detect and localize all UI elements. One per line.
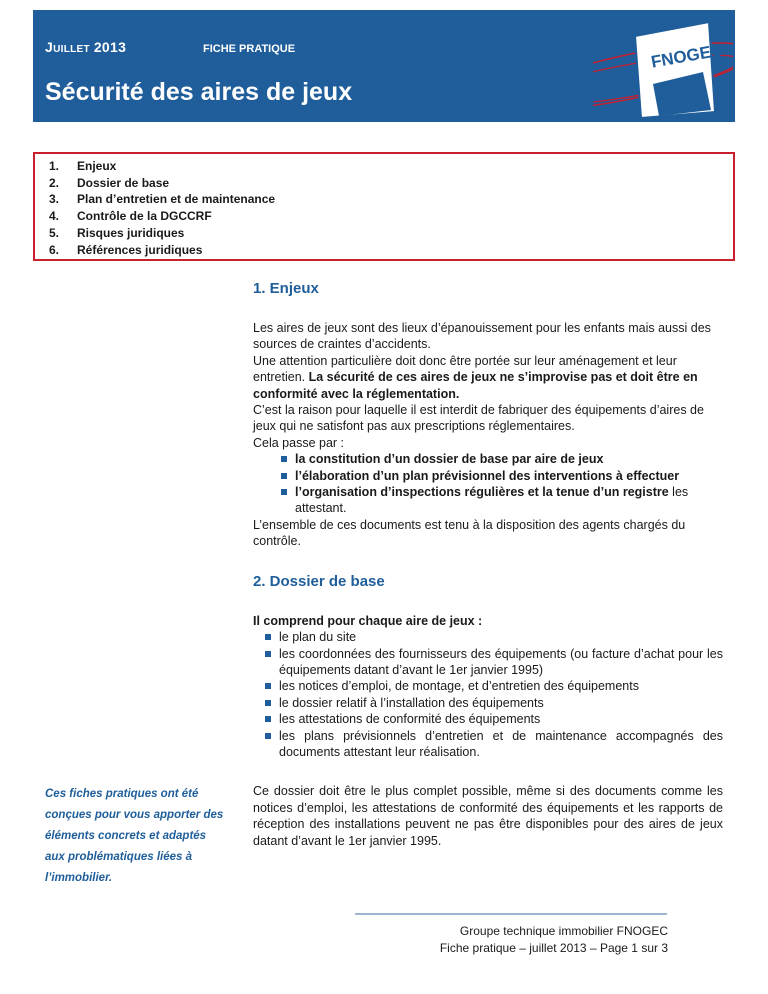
list-item: l’élaboration d’un plan prévisionnel des interventions à effectuer [281, 468, 723, 484]
toc-item[interactable]: 3. Plan d’entretien et de maintenance [49, 192, 276, 207]
header-date: JUILLET 2013 [45, 39, 127, 55]
footer-divider [355, 913, 667, 915]
toc-item[interactable]: 4. Contrôle de la DGCCRF [49, 209, 212, 224]
bullet-list [281, 451, 723, 517]
paragraph: L’ensemble de ces documents est tenu à la disposition des agents chargés du contrôle. [253, 517, 686, 549]
toc-item[interactable]: 5. Risques juridiques [49, 225, 185, 240]
page-title: Sécurité des aires de jeux [45, 78, 353, 106]
sidebar-note: Ces fiches pratiques ont été conçues pour vous apporter des éléments concrets et adaptés aux problématiques liées à l’immobilier. [45, 788, 224, 884]
list-item: les coordonnées des fournisseurs des équipements (ou facture d’achat pour les équipements datant d’avant le 1er janvier 1995) [265, 646, 723, 679]
list-item: le dossier relatif à l’installation des équipements [265, 695, 723, 711]
page-header [33, 10, 735, 122]
toc-item[interactable]: 1. Enjeux [49, 159, 117, 173]
paragraph: Les aires de jeux sont des lieux d’épanouissement pour les enfants mais aussi des sources de craintes d’accidents. [253, 321, 711, 352]
footer-line: Fiche pratique – juillet 2013 – Page 1 sur 3 [439, 941, 668, 955]
toc-item[interactable]: 2. Dossier de base [49, 175, 170, 190]
table-of-contents [33, 152, 735, 261]
page-footer [440, 923, 668, 957]
svg-text:FNOGEC: FNOGEC [649, 40, 725, 72]
paragraph: Une attention particulière doit donc être portée sur leur aménagement et leur entretien. La sécurité de ces aires de jeux ne s’improvise pas et doit être en conformité avec la réglementation. [253, 353, 698, 401]
section-heading-dossier: 2. Dossier de base [253, 572, 385, 590]
toc-item[interactable]: 6. Références juridiques [49, 242, 203, 257]
list-item: le plan du site [265, 629, 723, 645]
section-heading-enjeux: 1. Enjeux [253, 280, 319, 297]
header-doc-type: FICHE PRATIQUE [203, 43, 296, 55]
list-item: les notices d’emploi, de montage, et d’entretien des équipements [265, 678, 723, 694]
paragraph: Il comprend pour chaque aire de jeux : [253, 613, 483, 628]
paragraph: Cela passe par : [253, 435, 345, 450]
fnogec-logo [593, 14, 733, 120]
paragraph: C’est la raison pour laquelle il est interdit de fabriquer des équipements d’aires de jeux qui ne satisfont pas aux prescriptions réglementaires. [253, 403, 704, 434]
paragraph: Ce dossier doit être le plus complet possible, même si des documents comme les notices d’emploi, les attestations de conformité des équipements et les rapports de réception des installations peuvent ne pas être disponibles pour des aires de jeux datant d’avant le 1er janvier 1995. [253, 784, 723, 848]
list-item: les plans prévisionnels d’entretien et de maintenance accompagnés des documents attestant leur réalisation. [265, 728, 723, 761]
bullet-list [265, 629, 723, 760]
main-content [253, 280, 723, 849]
list-item: la constitution d’un dossier de base par aire de jeux [281, 451, 723, 467]
footer-line: Groupe technique immobilier FNOGEC [459, 924, 668, 938]
list-item: les attestations de conformité des équipements [265, 711, 723, 727]
list-item: l’organisation d’inspections régulières et la tenue d’un registre les attestant. [281, 484, 723, 517]
